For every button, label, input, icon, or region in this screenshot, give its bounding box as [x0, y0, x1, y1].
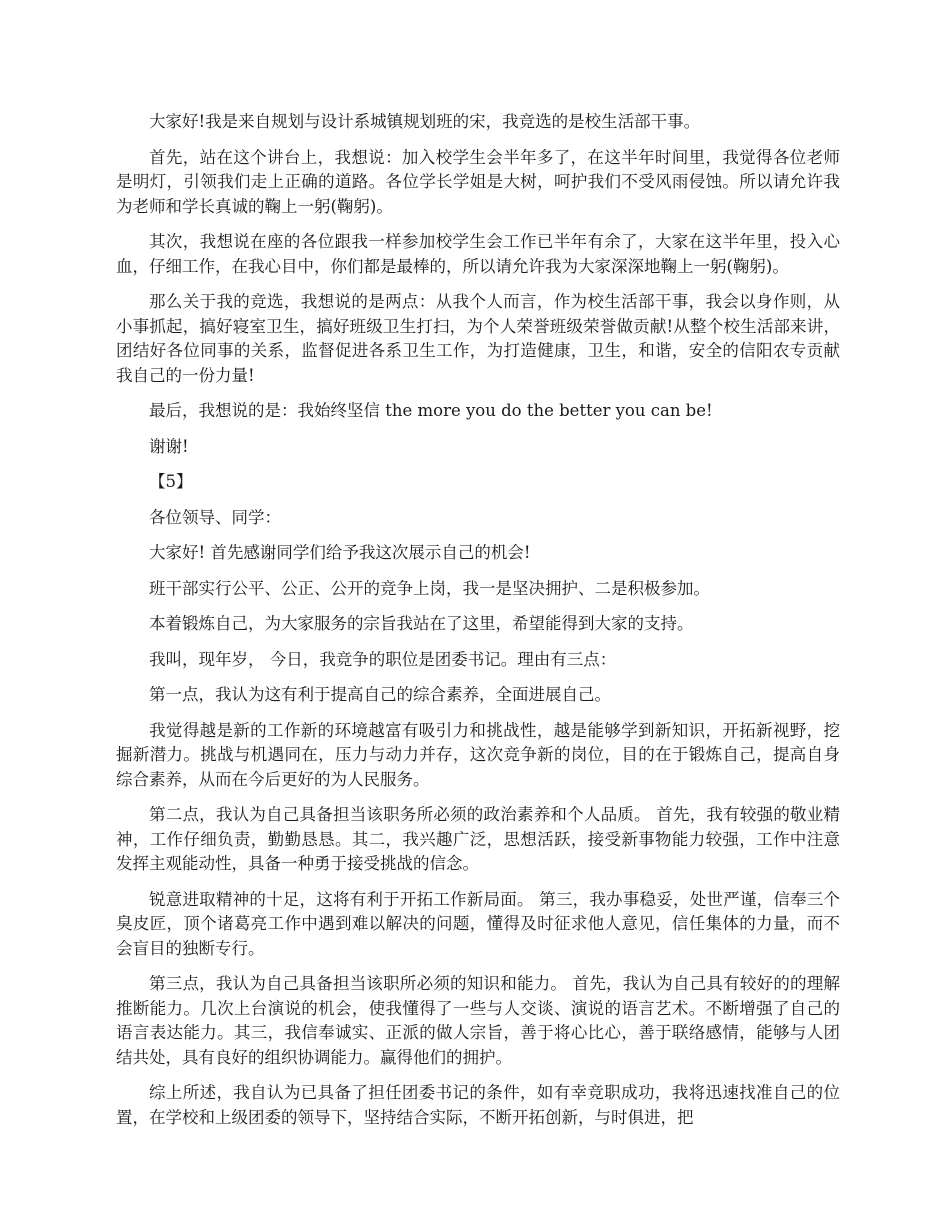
paragraph-competition: 班干部实行公平、公正、公开的竞争上岗，我一是坚决拥护、二是积极参加。: [149, 578, 710, 598]
paragraph-point-one: 第一点，我认为这有利于提高自己的综合素养，全面进展自己。: [149, 685, 611, 704]
paragraph-purpose: 本着锻炼自己，为大家服务的宗旨我站在了这里，希望能得到大家的支持。: [149, 614, 694, 633]
section-heading: 【5】: [149, 472, 193, 491]
paragraph-hello: 大家好! 首先感谢同学们给予我这次展示自己的机会!: [149, 543, 531, 562]
paragraph-summary: 综上所述，我自认为已具备了担任团委书记的条件，如有幸竞职成功，我将迅速找准自己的位置，在学校和上级团委的领导下，坚持结合实际，不断开拓创新，与时俱进，把: [116, 1083, 840, 1127]
paragraph-point-three: 第三点，我认为自己具备担当该职所必须的知识和能力。 首先，我认为自己具有较好的的理解推断能力。几次上台演说的机会，使我懂得了一些与人交谈、演说的语言艺术。不断增强了自己的语言表达能力。其三，我信奉诚实、正派的做人宗旨，善于将心比心，善于联络感情，能够与人团结共处，具有良好的组织协调能力。赢得他们的拥护。: [116, 974, 840, 1067]
paragraph-thanks: 谢谢!: [149, 436, 189, 456]
document-body: [116, 110, 840, 1141]
paragraph-intro: 我叫，现年岁， 今日，我竞争的职位是团委书记。理由有三点：: [149, 649, 617, 669]
paragraph-second: 其次，我想说在座的各位跟我一样参加校学生会工作已半年有余了，大家在这半年里，投入心血，仔细工作，在我心目中，你们都是最棒的，所以请允许我为大家深深地鞠上一躬(鞠躬)。: [116, 232, 840, 276]
paragraph-salutation: 各位领导、同学：: [149, 507, 281, 527]
paragraph-greeting: 大家好!我是来自规划与设计系城镇规划班的宋，我竞选的是校生活部干事。: [149, 112, 701, 131]
paragraph-finally: 最后，我想说的是：我始终坚信 the more you do the better you can be!: [149, 401, 713, 420]
paragraph-first: 首先，站在这个讲台上，我想说：加入校学生会半年多了，在这半年时间里，我觉得各位老师是明灯，引领我们走上正确的道路。各位学长学姐是大树，呵护我们不受风雨侵蚀。所以请允许我为老师和学长真诚的鞠上一躬(鞠躬)。: [116, 147, 840, 216]
paragraph-challenge: 我觉得越是新的工作新的环境越富有吸引力和挑战性，越是能够学到新知识，开拓新视野，挖掘新潜力。挑战与机遇同在，压力与动力并存，这次竞争新的岗位，目的在于锻炼自己，提高自身综合素养，从而在今后更好的为人民服务。: [116, 720, 840, 789]
paragraph-campaign: 那么关于我的竞选，我想说的是两点：从我个人而言，作为校生活部干事，我会以身作则，从小事抓起，搞好寝室卫生，搞好班级卫生打扫，为个人荣誉班级荣誉做贡献!从整个校生活部来讲，团结好各位同事的关系，监督促进各系卫生工作，为打造健康，卫生，和谐，安全的信阳农专贡献我自己的一份力量!: [116, 292, 840, 385]
paragraph-enterprising: 锐意进取精神的十足，这将有利于开拓工作新局面。 第三，我办事稳妥，处世严谨，信奉三个臭皮匠，顶个诸葛亮工作中遇到难以解决的问题，懂得及时征求他人意见，信任集体的力量，而不会盲目的独断专行。: [116, 889, 840, 958]
paragraph-point-two: 第二点，我认为自己具备担当该职务所必须的政治素养和个人品质。 首先，我有较强的敬业精神，工作仔细负责，勤勤恳恳。其二，我兴趣广泛，思想活跃，接受新事物能力较强，工作中注意发挥主观能动性，具备一种勇于接受挑战的信念。: [116, 805, 840, 873]
